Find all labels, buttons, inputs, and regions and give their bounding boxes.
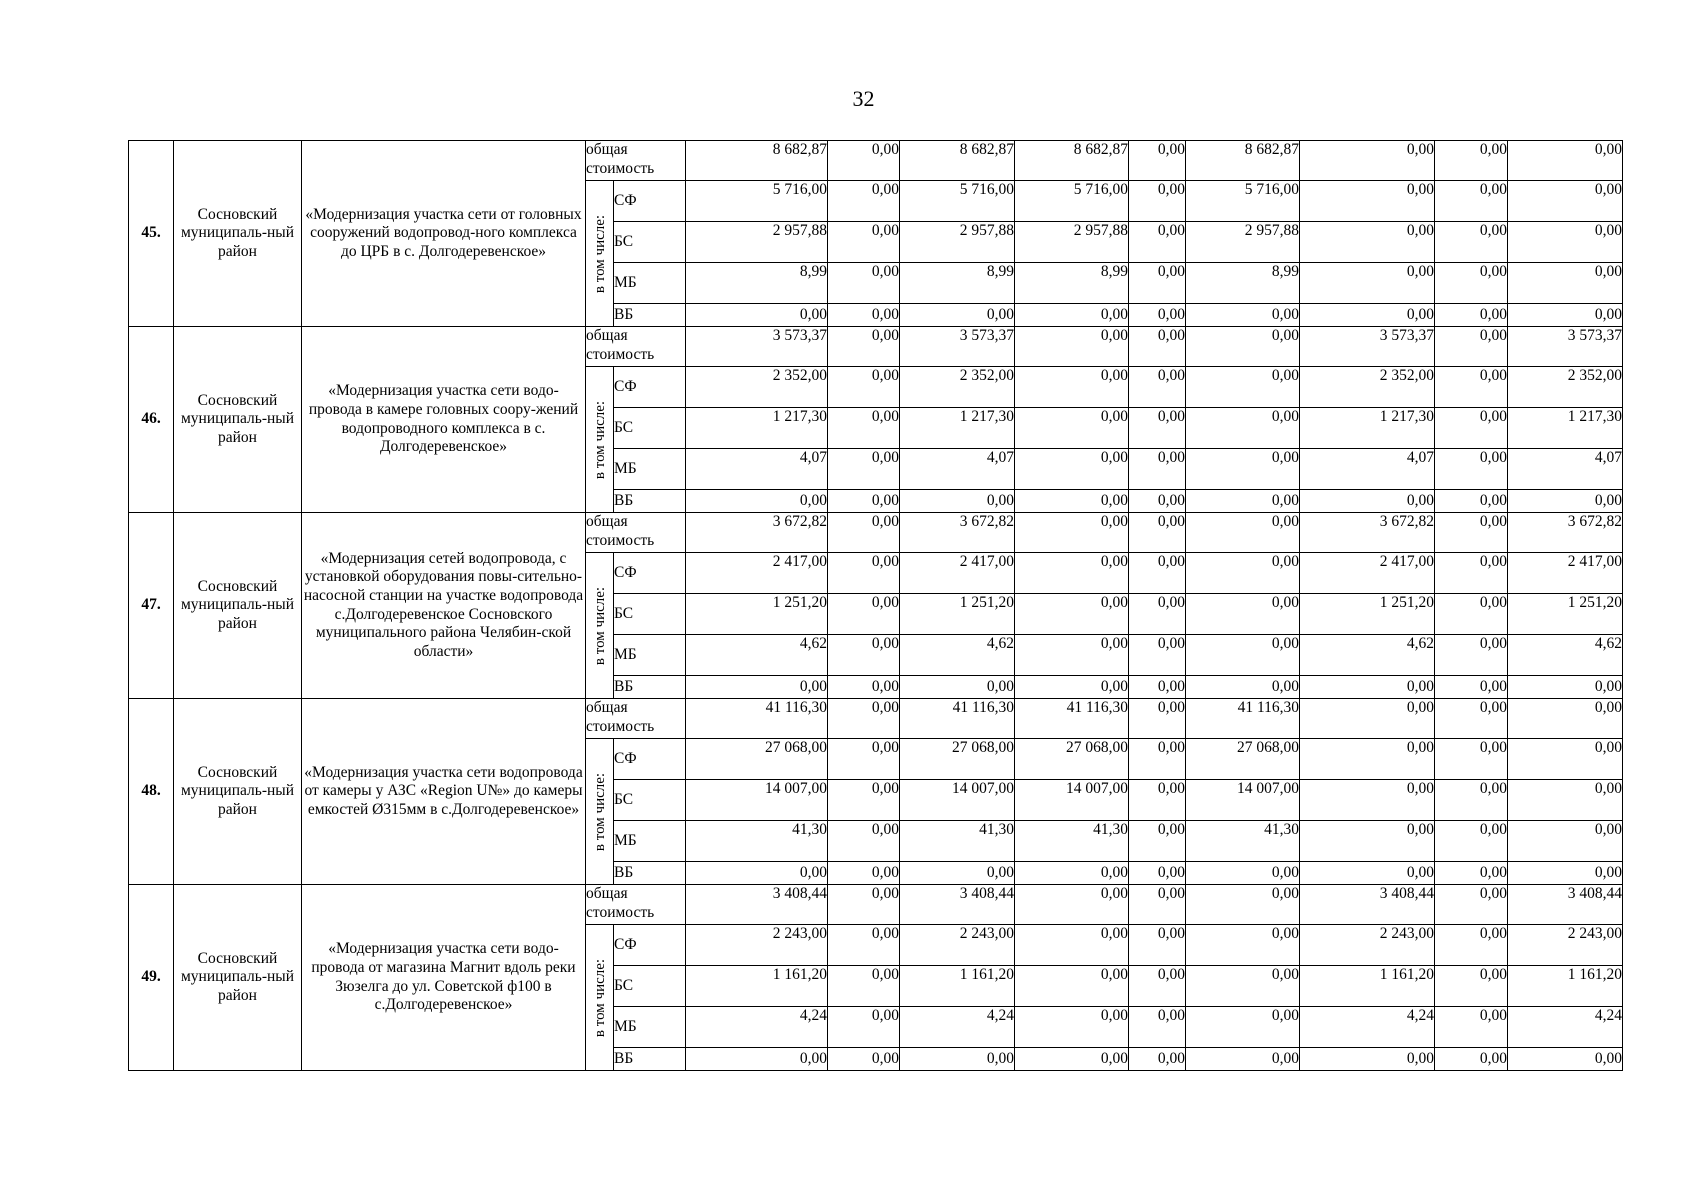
value-cell: 0,00 (1186, 553, 1300, 594)
value-cell: 0,00 (1129, 141, 1186, 181)
value-cell: 4,24 (1300, 1007, 1435, 1048)
funding-source-label: БС (614, 594, 686, 635)
value-cell: 0,00 (828, 553, 900, 594)
value-cell: 0,00 (1186, 885, 1300, 925)
value-cell: 2 352,00 (900, 367, 1015, 408)
value-cell: 0,00 (828, 1048, 900, 1071)
value-cell: 0,00 (1129, 490, 1186, 513)
value-cell: 14 007,00 (1015, 780, 1129, 821)
value-cell: 27 068,00 (1015, 739, 1129, 780)
value-cell: 0,00 (1435, 553, 1508, 594)
funding-source-label: БС (614, 966, 686, 1007)
value-cell: 4,62 (1300, 635, 1435, 676)
funding-source-label: ВБ (614, 490, 686, 513)
value-cell: 41 116,30 (1186, 699, 1300, 739)
value-cell: 0,00 (1435, 327, 1508, 367)
value-cell: 27 068,00 (900, 739, 1015, 780)
value-cell: 0,00 (1129, 594, 1186, 635)
value-cell: 0,00 (1508, 304, 1623, 327)
value-cell: 0,00 (1015, 594, 1129, 635)
value-cell: 0,00 (1186, 635, 1300, 676)
value-cell: 4,24 (1508, 1007, 1623, 1048)
funding-source-label: ВБ (614, 862, 686, 885)
value-cell: 0,00 (1435, 367, 1508, 408)
value-cell: 3 408,44 (900, 885, 1015, 925)
value-cell: 3 672,82 (1300, 513, 1435, 553)
value-cell: 0,00 (1129, 327, 1186, 367)
value-cell: 0,00 (1015, 449, 1129, 490)
value-cell: 0,00 (828, 181, 900, 222)
value-cell: 0,00 (1186, 966, 1300, 1007)
value-cell: 0,00 (1129, 1048, 1186, 1071)
funding-source-label: СФ (614, 925, 686, 966)
entry-number: 49. (129, 885, 174, 1071)
value-cell: 0,00 (828, 367, 900, 408)
value-cell: 0,00 (828, 699, 900, 739)
value-cell: 0,00 (1435, 635, 1508, 676)
value-cell: 0,00 (1300, 739, 1435, 780)
value-cell: 0,00 (1435, 141, 1508, 181)
value-cell: 0,00 (1508, 739, 1623, 780)
including-label-cell (586, 553, 614, 699)
page-number: 32 (852, 86, 875, 111)
including-label: в том числе: (591, 214, 608, 293)
district-name: Сосновский муниципаль-ный район (174, 141, 302, 327)
value-cell: 1 161,20 (686, 966, 828, 1007)
value-cell: 1 161,20 (900, 966, 1015, 1007)
value-cell: 0,00 (900, 304, 1015, 327)
value-cell: 27 068,00 (1186, 739, 1300, 780)
value-cell: 0,00 (1435, 1048, 1508, 1071)
value-cell: 8 682,87 (1186, 141, 1300, 181)
project-name: «Модернизация участка сети водо-провода от магазина Магнит вдоль реки Зюзелга до ул. Советской ф100 в с.Долгодеревенское» (302, 885, 586, 1071)
district-name: Сосновский муниципаль-ный район (174, 699, 302, 885)
value-cell: 1 251,20 (1508, 594, 1623, 635)
value-cell: 0,00 (1435, 821, 1508, 862)
value-cell: 2 957,88 (900, 222, 1015, 263)
value-cell: 0,00 (686, 676, 828, 699)
entry-number: 46. (129, 327, 174, 513)
value-cell: 5 716,00 (1015, 181, 1129, 222)
value-cell: 0,00 (1015, 1007, 1129, 1048)
value-cell: 8 682,87 (686, 141, 828, 181)
value-cell: 0,00 (1129, 553, 1186, 594)
value-cell: 0,00 (1015, 1048, 1129, 1071)
value-cell: 0,00 (828, 821, 900, 862)
funding-source-label: ВБ (614, 676, 686, 699)
value-cell: 0,00 (1300, 181, 1435, 222)
value-cell: 0,00 (828, 263, 900, 304)
value-cell: 0,00 (828, 449, 900, 490)
value-cell: 0,00 (1129, 449, 1186, 490)
funding-source-label: СФ (614, 367, 686, 408)
value-cell: 0,00 (1435, 594, 1508, 635)
value-cell: 4,07 (1300, 449, 1435, 490)
value-cell: 0,00 (1129, 862, 1186, 885)
value-cell: 0,00 (1300, 141, 1435, 181)
total-cost-label: общая стоимость (586, 885, 686, 925)
value-cell: 2 243,00 (900, 925, 1015, 966)
value-cell: 2 417,00 (1300, 553, 1435, 594)
value-cell: 5 716,00 (900, 181, 1015, 222)
value-cell: 0,00 (1186, 862, 1300, 885)
value-cell: 4,62 (900, 635, 1015, 676)
value-cell: 3 408,44 (1300, 885, 1435, 925)
value-cell: 0,00 (1129, 513, 1186, 553)
project-name: «Модернизация сетей водопровода, с установкой оборудования повы-сительно-насосной станции на участке водопровода с.Долгодеревенское Сосновского муниципального района Челябин-ской области» (302, 513, 586, 699)
value-cell: 0,00 (900, 490, 1015, 513)
value-cell: 0,00 (828, 141, 900, 181)
value-cell: 0,00 (686, 862, 828, 885)
value-cell: 0,00 (828, 594, 900, 635)
value-cell: 0,00 (1015, 925, 1129, 966)
value-cell: 4,24 (900, 1007, 1015, 1048)
value-cell: 3 408,44 (1508, 885, 1623, 925)
value-cell: 1 217,30 (1508, 408, 1623, 449)
value-cell: 8 682,87 (900, 141, 1015, 181)
value-cell: 1 217,30 (1300, 408, 1435, 449)
value-cell: 2 417,00 (686, 553, 828, 594)
value-cell: 0,00 (1015, 367, 1129, 408)
value-cell: 0,00 (1186, 490, 1300, 513)
value-cell: 2 417,00 (1508, 553, 1623, 594)
value-cell: 41 116,30 (1015, 699, 1129, 739)
value-cell: 1 161,20 (1508, 966, 1623, 1007)
funding-source-label: СФ (614, 553, 686, 594)
including-label: в том числе: (591, 586, 608, 665)
funding-source-label: МБ (614, 635, 686, 676)
value-cell: 0,00 (828, 635, 900, 676)
entry-total-row (129, 327, 1623, 367)
entry-number: 45. (129, 141, 174, 327)
value-cell: 0,00 (1300, 780, 1435, 821)
value-cell: 0,00 (1129, 966, 1186, 1007)
value-cell: 0,00 (1186, 1007, 1300, 1048)
funding-source-label: ВБ (614, 1048, 686, 1071)
value-cell: 3 672,82 (900, 513, 1015, 553)
entry-total-row (129, 141, 1623, 181)
value-cell: 0,00 (1015, 304, 1129, 327)
value-cell: 0,00 (1300, 699, 1435, 739)
value-cell: 0,00 (828, 676, 900, 699)
value-cell: 0,00 (1015, 862, 1129, 885)
value-cell: 0,00 (1435, 222, 1508, 263)
value-cell: 0,00 (828, 780, 900, 821)
value-cell: 4,07 (686, 449, 828, 490)
value-cell: 0,00 (1129, 885, 1186, 925)
value-cell: 2 957,88 (1015, 222, 1129, 263)
funding-source-label: БС (614, 408, 686, 449)
value-cell: 8,99 (900, 263, 1015, 304)
value-cell: 4,62 (686, 635, 828, 676)
value-cell: 2 352,00 (1300, 367, 1435, 408)
funding-source-label: МБ (614, 821, 686, 862)
value-cell: 2 352,00 (1508, 367, 1623, 408)
district-name: Сосновский муниципаль-ный район (174, 513, 302, 699)
funding-table (128, 140, 1623, 1071)
value-cell: 1 251,20 (900, 594, 1015, 635)
value-cell: 4,07 (1508, 449, 1623, 490)
value-cell: 0,00 (1186, 594, 1300, 635)
funding-source-label: БС (614, 780, 686, 821)
value-cell: 0,00 (1015, 553, 1129, 594)
value-cell: 0,00 (1508, 699, 1623, 739)
value-cell: 1 251,20 (686, 594, 828, 635)
value-cell: 0,00 (1129, 304, 1186, 327)
value-cell: 0,00 (1186, 449, 1300, 490)
value-cell: 0,00 (828, 966, 900, 1007)
funding-source-label: МБ (614, 449, 686, 490)
value-cell: 0,00 (1435, 699, 1508, 739)
value-cell: 0,00 (828, 1007, 900, 1048)
value-cell: 0,00 (1300, 862, 1435, 885)
value-cell: 0,00 (1435, 925, 1508, 966)
value-cell: 0,00 (1129, 1007, 1186, 1048)
value-cell: 41,30 (1015, 821, 1129, 862)
value-cell: 0,00 (1508, 263, 1623, 304)
value-cell: 2 243,00 (1508, 925, 1623, 966)
district-name: Сосновский муниципаль-ный район (174, 885, 302, 1071)
project-name: «Модернизация участка сети водо-провода в камере головных соору-жений водопроводного комплекса в с. Долгодеревенское» (302, 327, 586, 513)
including-label-cell (586, 367, 614, 513)
value-cell: 0,00 (1300, 821, 1435, 862)
value-cell: 8 682,87 (1015, 141, 1129, 181)
total-cost-label: общая стоимость (586, 141, 686, 181)
value-cell: 0,00 (1186, 327, 1300, 367)
value-cell: 14 007,00 (900, 780, 1015, 821)
entry-total-row (129, 513, 1623, 553)
value-cell: 0,00 (1508, 490, 1623, 513)
value-cell: 2 957,88 (1186, 222, 1300, 263)
value-cell: 8,99 (1186, 263, 1300, 304)
value-cell: 0,00 (1435, 780, 1508, 821)
value-cell: 3 573,37 (1508, 327, 1623, 367)
funding-source-label: СФ (614, 739, 686, 780)
value-cell: 0,00 (828, 739, 900, 780)
value-cell: 41 116,30 (686, 699, 828, 739)
value-cell: 0,00 (1186, 1048, 1300, 1071)
value-cell: 1 251,20 (1300, 594, 1435, 635)
value-cell: 5 716,00 (686, 181, 828, 222)
value-cell: 0,00 (1300, 263, 1435, 304)
value-cell: 0,00 (1129, 780, 1186, 821)
value-cell: 0,00 (1129, 181, 1186, 222)
value-cell: 0,00 (1435, 739, 1508, 780)
value-cell: 41,30 (1186, 821, 1300, 862)
value-cell: 4,07 (900, 449, 1015, 490)
value-cell: 3 573,37 (900, 327, 1015, 367)
funding-source-label: БС (614, 222, 686, 263)
value-cell: 1 161,20 (1300, 966, 1435, 1007)
value-cell: 2 957,88 (686, 222, 828, 263)
value-cell: 0,00 (1015, 490, 1129, 513)
value-cell: 1 217,30 (686, 408, 828, 449)
value-cell: 0,00 (1435, 513, 1508, 553)
value-cell: 0,00 (1186, 408, 1300, 449)
funding-source-label: МБ (614, 1007, 686, 1048)
value-cell: 0,00 (1435, 263, 1508, 304)
total-cost-label: общая стоимость (586, 327, 686, 367)
value-cell: 0,00 (828, 327, 900, 367)
value-cell: 0,00 (1435, 490, 1508, 513)
total-cost-label: общая стоимость (586, 699, 686, 739)
value-cell: 0,00 (1508, 862, 1623, 885)
value-cell: 2 352,00 (686, 367, 828, 408)
value-cell: 0,00 (1435, 885, 1508, 925)
value-cell: 0,00 (828, 304, 900, 327)
value-cell: 0,00 (1015, 635, 1129, 676)
value-cell: 0,00 (1129, 739, 1186, 780)
value-cell: 0,00 (1508, 821, 1623, 862)
value-cell: 0,00 (1508, 676, 1623, 699)
funding-source-label: СФ (614, 181, 686, 222)
value-cell: 0,00 (1508, 181, 1623, 222)
value-cell: 2 417,00 (900, 553, 1015, 594)
value-cell: 0,00 (1435, 449, 1508, 490)
value-cell: 0,00 (1129, 263, 1186, 304)
value-cell: 5 716,00 (1186, 181, 1300, 222)
district-name: Сосновский муниципаль-ный район (174, 327, 302, 513)
value-cell: 0,00 (900, 862, 1015, 885)
value-cell: 0,00 (686, 490, 828, 513)
value-cell: 0,00 (1129, 367, 1186, 408)
value-cell: 0,00 (1508, 1048, 1623, 1071)
value-cell: 2 243,00 (686, 925, 828, 966)
value-cell: 0,00 (686, 304, 828, 327)
value-cell: 0,00 (828, 408, 900, 449)
including-label-cell (586, 925, 614, 1071)
value-cell: 0,00 (1129, 699, 1186, 739)
value-cell: 0,00 (1300, 222, 1435, 263)
value-cell: 0,00 (1186, 925, 1300, 966)
value-cell: 14 007,00 (686, 780, 828, 821)
value-cell: 0,00 (1435, 676, 1508, 699)
value-cell: 3 672,82 (1508, 513, 1623, 553)
value-cell: 8,99 (1015, 263, 1129, 304)
value-cell: 0,00 (1015, 327, 1129, 367)
value-cell: 4,62 (1508, 635, 1623, 676)
value-cell: 0,00 (1186, 513, 1300, 553)
entry-total-row (129, 885, 1623, 925)
value-cell: 2 243,00 (1300, 925, 1435, 966)
value-cell: 0,00 (1129, 222, 1186, 263)
funding-source-label: МБ (614, 263, 686, 304)
funding-source-label: ВБ (614, 304, 686, 327)
value-cell: 0,00 (1300, 676, 1435, 699)
value-cell: 0,00 (1129, 821, 1186, 862)
value-cell: 0,00 (828, 925, 900, 966)
including-label-cell (586, 739, 614, 885)
value-cell: 0,00 (1435, 1007, 1508, 1048)
entry-number: 47. (129, 513, 174, 699)
value-cell: 4,24 (686, 1007, 828, 1048)
entry-number: 48. (129, 699, 174, 885)
value-cell: 0,00 (1300, 490, 1435, 513)
value-cell: 0,00 (828, 862, 900, 885)
value-cell: 0,00 (828, 513, 900, 553)
value-cell: 3 573,37 (686, 327, 828, 367)
value-cell: 14 007,00 (1186, 780, 1300, 821)
value-cell: 0,00 (1129, 635, 1186, 676)
value-cell: 0,00 (1129, 925, 1186, 966)
value-cell: 0,00 (1435, 408, 1508, 449)
value-cell: 0,00 (828, 885, 900, 925)
value-cell: 41,30 (686, 821, 828, 862)
value-cell: 8,99 (686, 263, 828, 304)
value-cell: 0,00 (1508, 141, 1623, 181)
value-cell: 41 116,30 (900, 699, 1015, 739)
value-cell: 0,00 (686, 1048, 828, 1071)
value-cell: 0,00 (1015, 966, 1129, 1007)
value-cell: 3 672,82 (686, 513, 828, 553)
value-cell: 0,00 (1015, 676, 1129, 699)
value-cell: 0,00 (1015, 885, 1129, 925)
value-cell: 0,00 (900, 676, 1015, 699)
value-cell: 0,00 (1435, 181, 1508, 222)
including-label-cell (586, 181, 614, 327)
value-cell: 0,00 (1015, 513, 1129, 553)
value-cell: 0,00 (1186, 304, 1300, 327)
value-cell: 1 217,30 (900, 408, 1015, 449)
including-label: в том числе: (591, 772, 608, 851)
value-cell: 0,00 (1435, 862, 1508, 885)
project-name: «Модернизация участка сети от головных сооружений водопровод-ного комплекса до ЦРБ в с. Долгодеревенское» (302, 141, 586, 327)
value-cell: 0,00 (1129, 676, 1186, 699)
value-cell: 0,00 (1508, 780, 1623, 821)
total-cost-label: общая стоимость (586, 513, 686, 553)
value-cell: 0,00 (1186, 367, 1300, 408)
value-cell: 0,00 (828, 222, 900, 263)
value-cell: 0,00 (828, 490, 900, 513)
project-name: «Модернизация участка сети водопровода от камеры у АЗС «Region U№» до камеры емкостей Ø315мм в с.Долгодеревенское» (302, 699, 586, 885)
including-label: в том числе: (591, 400, 608, 479)
value-cell: 0,00 (1435, 304, 1508, 327)
value-cell: 0,00 (1015, 408, 1129, 449)
value-cell: 0,00 (1435, 966, 1508, 1007)
value-cell: 41,30 (900, 821, 1015, 862)
value-cell: 0,00 (1508, 222, 1623, 263)
value-cell: 3 408,44 (686, 885, 828, 925)
value-cell: 0,00 (1300, 1048, 1435, 1071)
value-cell: 27 068,00 (686, 739, 828, 780)
value-cell: 0,00 (1300, 304, 1435, 327)
value-cell: 0,00 (900, 1048, 1015, 1071)
including-label: в том числе: (591, 958, 608, 1037)
entry-total-row (129, 699, 1623, 739)
value-cell: 0,00 (1129, 408, 1186, 449)
value-cell: 0,00 (1186, 676, 1300, 699)
value-cell: 3 573,37 (1300, 327, 1435, 367)
